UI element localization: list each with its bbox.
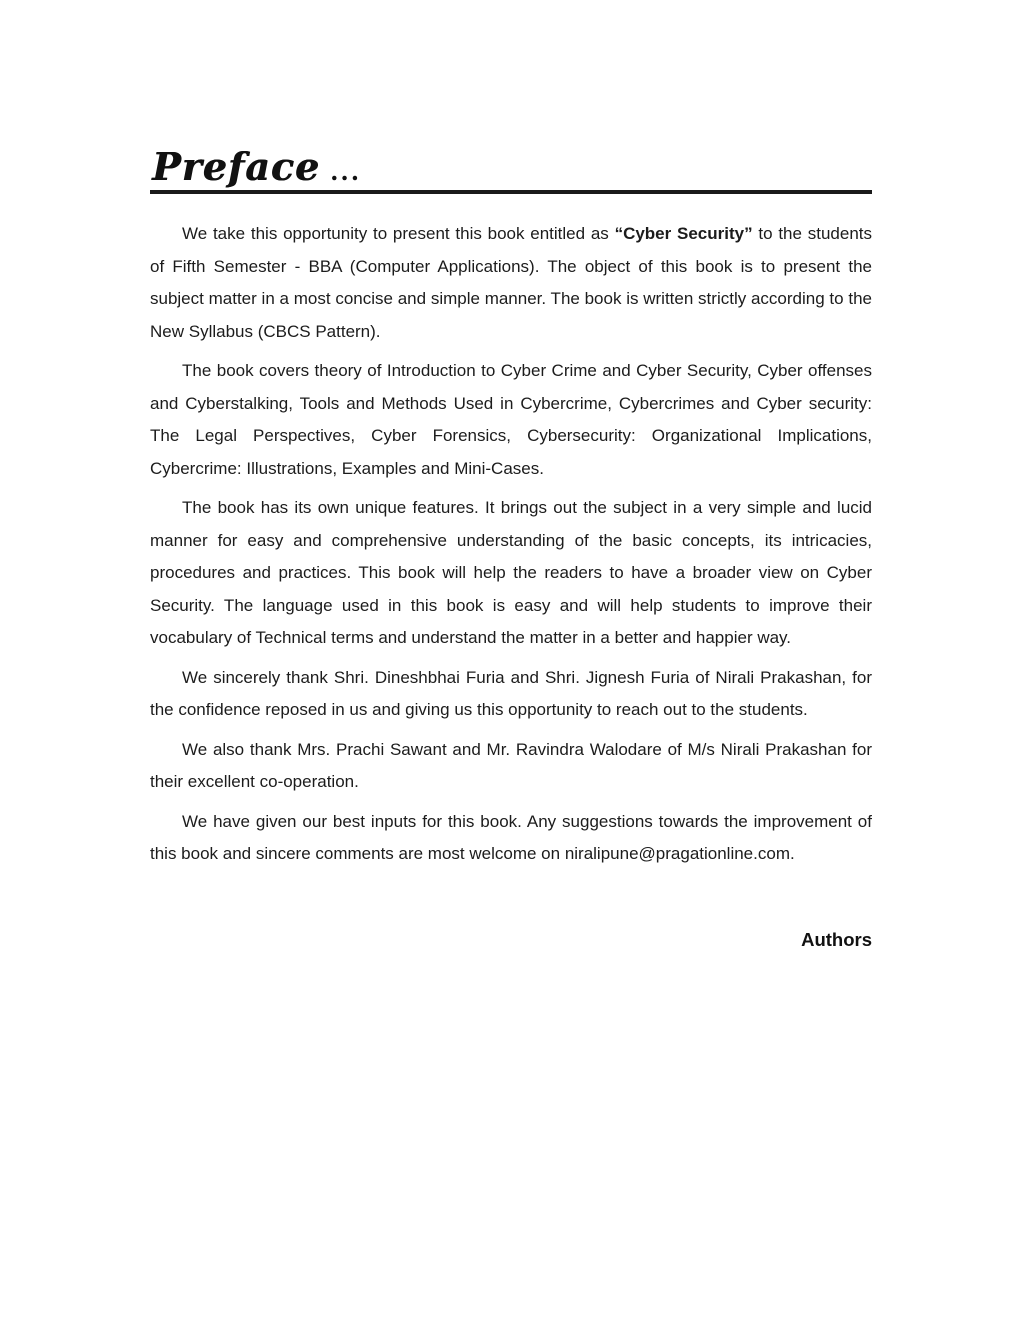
- paragraph-feedback-post: .: [789, 844, 795, 863]
- paragraph-introduction-pre: We take this opportunity to present this book entitled as: [182, 224, 615, 243]
- page-title-dots: ...: [330, 157, 362, 186]
- paragraph-introduction-post: to the students of Fifth Semester - BBA (Computer Applications). The object of this book is to present the subject matter in a most concise and simple manner. The book is written strictly according to the New Syllabus (CBCS Pattern).: [150, 224, 872, 341]
- paragraph-feedback: [150, 806, 872, 871]
- paragraph-feedback-pre: We have given our best inputs for this book. Any suggestions towards the improvement of this book and sincere comments are most welcome on: [150, 811, 872, 863]
- paragraph-thanks-staff: We also thank Mrs. Prachi Sawant and Mr. Ravindra Walodare of M/s Nirali Prakashan for their excellent co-operation.: [150, 739, 872, 791]
- page-title-text: Preface: [152, 144, 321, 189]
- paragraph-features: The book has its own unique features. It brings out the subject in a very simple and lucid manner for easy and comprehensive understanding of the basic concepts, its intricacies, procedures and practices. This book will help the readers to have a broader view on Cyber Security. The language used in this book is easy and will help students to improve their vocabulary of Technical terms and understand the matter in a better and happier way.: [150, 498, 872, 647]
- book-title-bold: “Cyber Security”: [614, 224, 753, 243]
- paragraph-introduction: [150, 218, 872, 348]
- authors-signature: Authors: [801, 928, 872, 950]
- page-title: [150, 144, 872, 189]
- page-header: [150, 144, 872, 194]
- preface-body: [150, 218, 872, 951]
- contact-email: niralipune@pragationline.com: [564, 844, 790, 863]
- paragraph-coverage: The book covers theory of Introduction to Cyber Crime and Cyber Security, Cyber offenses and Cyberstalking, Tools and Methods Used in Cybercrime, Cybercrimes and Cyber security: The Legal Perspectives, Cyber Forensics, Cybersecurity: Organizational Implications, Cybercrime: Illustrations, Examples and Mini-Cases.: [150, 361, 872, 478]
- paragraph-thanks-publishers: We sincerely thank Shri. Dineshbhai Furia and Shri. Jignesh Furia of Nirali Prakashan, for the confidence reposed in us and giving us this opportunity to reach out to the students.: [150, 667, 872, 719]
